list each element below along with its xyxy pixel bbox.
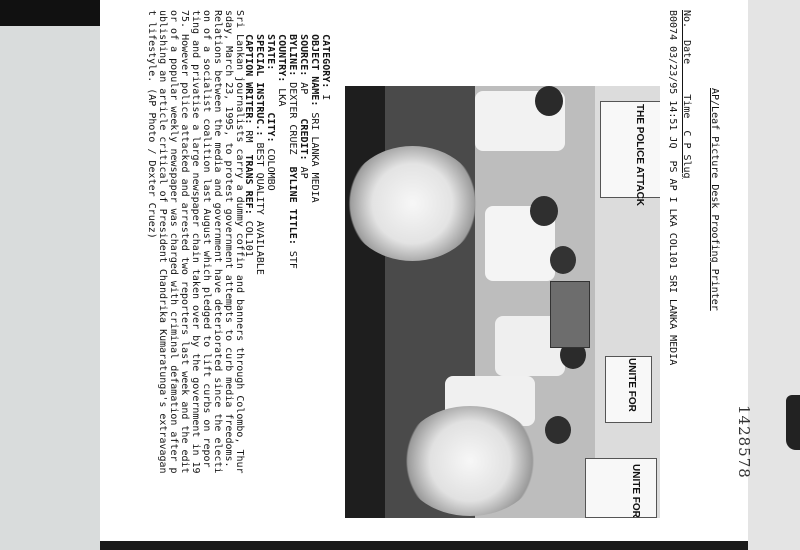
news-photo: [345, 86, 660, 518]
caption-line: t lifestyle. (AP Photo / Dexter Cruez): [146, 10, 157, 239]
record-line: B0074 03/23/95 14:51 JQ PS AP I LKA COL101 SRI LANKA MEDIA: [667, 10, 678, 366]
caption-line: ting and privatise a large newspaper chain taken over by the government in 19: [190, 10, 201, 474]
field-source: SOURCE: AP CREDIT: AP: [298, 34, 309, 179]
scan-right-margin: [748, 0, 800, 550]
field-byline: BYLINE: DEXTER CRUEZ BYLINE TITLE: STF: [287, 34, 298, 269]
handwritten-number: 1428578: [735, 405, 753, 479]
scan-left-margin: [0, 26, 100, 550]
scan-edge-mark: [786, 395, 800, 450]
banner-text: UNITE FOR: [626, 358, 637, 412]
caption-line: or of a popular weekly newspaper was charged with criminal defamation after p: [168, 10, 179, 474]
caption-line: Sri Lankan journalists carry a dummy coffin and banners through Colombo, Thur: [234, 10, 245, 474]
banner-text: THE POLICE ATTACK: [634, 104, 645, 207]
field-caption-writer: CAPTION WRITER: RM TRANS REF: COL101: [243, 34, 254, 257]
field-category: CATEGORY: I: [320, 34, 331, 101]
caption-line: on of a socialist coalition last August which pledged to lift curbs on repor: [201, 10, 212, 468]
banner-text: UNITE FOR: [630, 464, 641, 518]
caption-line: ublishing an article critical of President Chandrika Kumaratunga's extravagan: [157, 10, 168, 474]
field-special-instructions: SPECIAL INSTRUC.: BEST QUALITY AVAILABLE: [254, 34, 265, 275]
caption-line: 75. However police attacked and arrested two reporters last week and the edit: [179, 10, 190, 474]
proof-title: AP/Leaf Picture Desk Proofing Printer: [709, 88, 720, 311]
scan-corner-shadow: [0, 0, 100, 26]
column-headers: No. Date Time C P Slug: [681, 10, 692, 179]
field-object-name: OBJECT NAME: SRI LANKA MEDIA: [309, 34, 320, 203]
field-country: COUNTRY: LKA: [276, 34, 287, 107]
caption-line: Relations between the media and government have deteriorated since the electi: [212, 10, 223, 474]
field-state: STATE: CITY: COLOMBO: [265, 34, 276, 191]
caption-line: sday, March 23, 1995, to protest government attempts to curb media freedoms.: [223, 10, 234, 468]
